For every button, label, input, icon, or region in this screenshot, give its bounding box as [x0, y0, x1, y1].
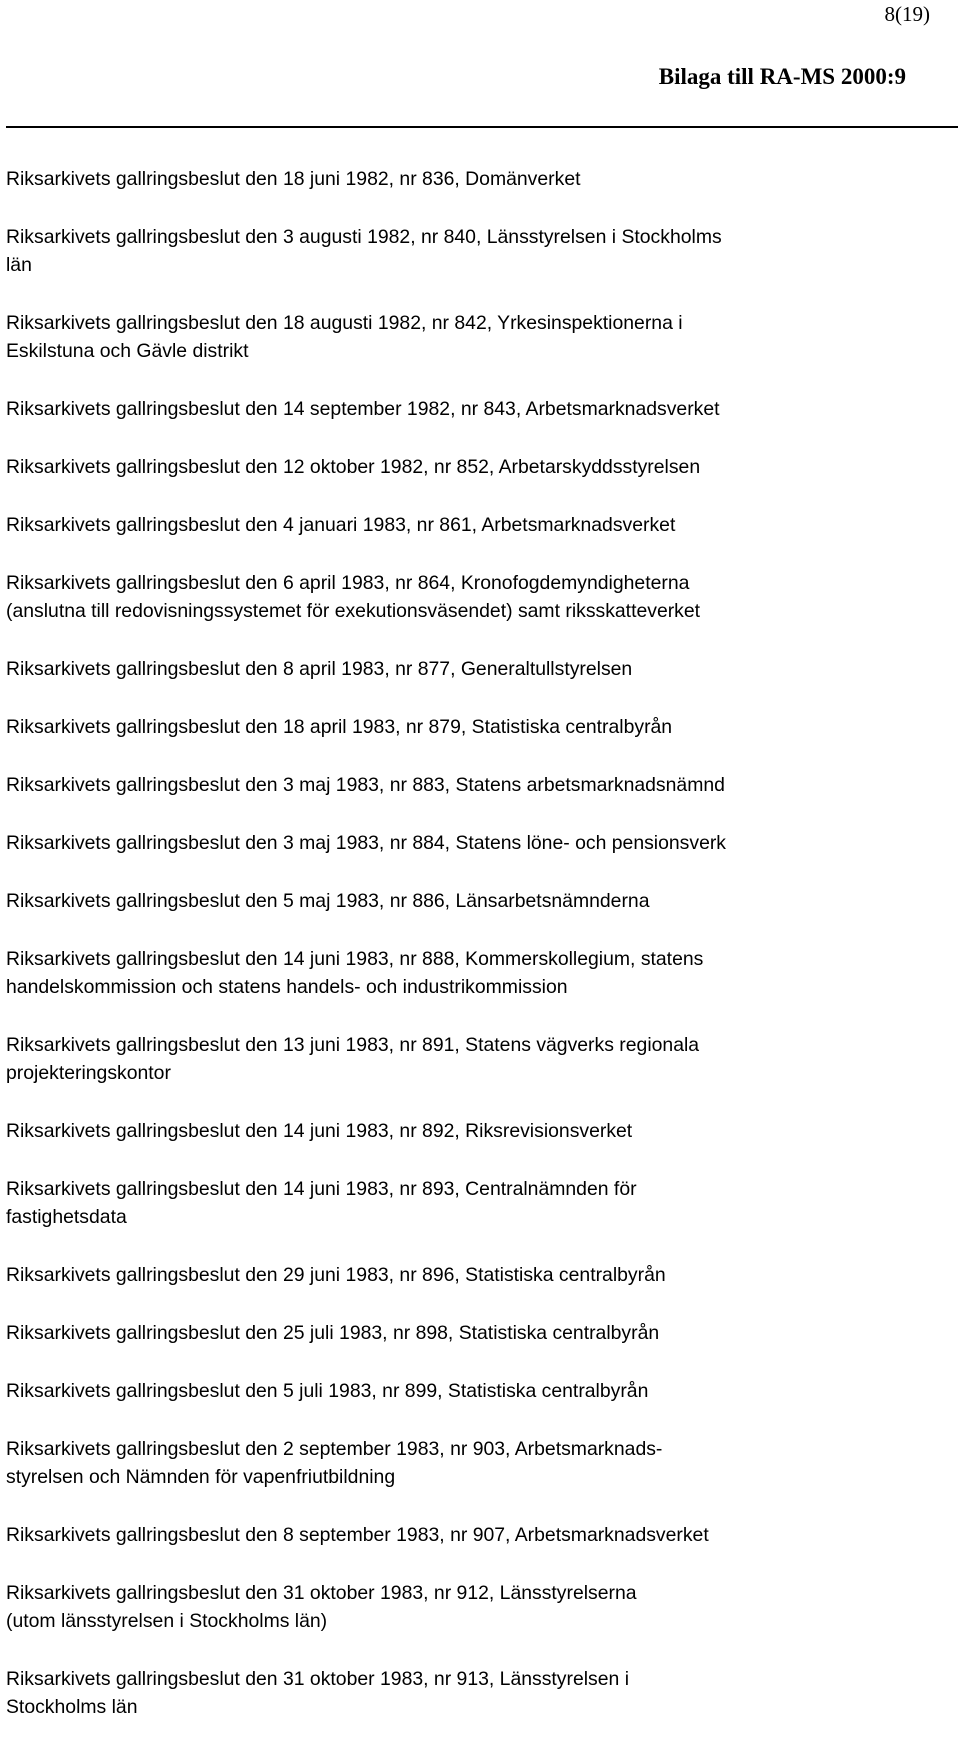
header-divider [6, 126, 958, 128]
decision-item: Riksarkivets gallringsbeslut den 29 juni 1983, nr 896, Statistiska centralbyrån [6, 1264, 666, 1286]
decision-item: Riksarkivets gallringsbeslut den 3 augusti 1982, nr 840, Länsstyrelsen i Stockholms län [6, 226, 722, 276]
decision-item: Riksarkivets gallringsbeslut den 2 september 1983, nr 903, Arbetsmarknads- styrelsen och Nämnden för vapenfriutbildning [6, 1438, 663, 1488]
decision-item: Riksarkivets gallringsbeslut den 31 oktober 1983, nr 912, Länsstyrelserna (utom länsstyrelsen i Stockholms län) [6, 1582, 637, 1632]
decision-item: Riksarkivets gallringsbeslut den 31 oktober 1983, nr 913, Länsstyrelsen i Stockholms län [6, 1668, 629, 1718]
page-number: 8(19) [884, 2, 930, 26]
decision-item: Riksarkivets gallringsbeslut den 3 maj 1983, nr 883, Statens arbetsmarknadsnämnd [6, 774, 725, 796]
decision-item: Riksarkivets gallringsbeslut den 18 augusti 1982, nr 842, Yrkesinspektionerna i Eskilstuna och Gävle distrikt [6, 312, 683, 362]
decision-item: Riksarkivets gallringsbeslut den 5 maj 1983, nr 886, Länsarbetsnämnderna [6, 890, 650, 912]
decision-item: Riksarkivets gallringsbeslut den 8 april 1983, nr 877, Generaltullstyrelsen [6, 658, 633, 680]
document-header-title: Bilaga till RA-MS 2000:9 [658, 64, 906, 89]
decision-item: Riksarkivets gallringsbeslut den 14 juni 1983, nr 888, Kommerskollegium, statens handelskommission och statens handels- och industrikommission [6, 948, 704, 998]
decision-item: Riksarkivets gallringsbeslut den 3 maj 1983, nr 884, Statens löne- och pensionsverk [6, 832, 727, 854]
decision-item: Riksarkivets gallringsbeslut den 14 september 1982, nr 843, Arbetsmarknadsverket [6, 398, 720, 420]
decision-item: Riksarkivets gallringsbeslut den 13 juni 1983, nr 891, Statens vägverks regionala projekteringskontor [6, 1034, 700, 1084]
decision-item: Riksarkivets gallringsbeslut den 14 juni 1983, nr 893, Centralnämnden för fastighetsdata [6, 1178, 637, 1228]
decision-item: Riksarkivets gallringsbeslut den 25 juli 1983, nr 898, Statistiska centralbyrån [6, 1322, 660, 1344]
decision-list [6, 165, 956, 1751]
decision-item: Riksarkivets gallringsbeslut den 14 juni 1983, nr 892, Riksrevisionsverket [6, 1120, 633, 1142]
decision-item: Riksarkivets gallringsbeslut den 18 juni 1982, nr 836, Domänverket [6, 168, 581, 190]
decision-item: Riksarkivets gallringsbeslut den 18 april 1983, nr 879, Statistiska centralbyrån [6, 716, 673, 738]
decision-item: Riksarkivets gallringsbeslut den 6 april 1983, nr 864, Kronofogdemyndigheterna (anslutna till redovisningssystemet för exekutionsväsendet) samt riksskatteverket [6, 572, 701, 622]
decision-item: Riksarkivets gallringsbeslut den 4 januari 1983, nr 861, Arbetsmarknadsverket [6, 514, 676, 536]
decision-item: Riksarkivets gallringsbeslut den 8 september 1983, nr 907, Arbetsmarknadsverket [6, 1524, 709, 1546]
decision-item: Riksarkivets gallringsbeslut den 5 juli 1983, nr 899, Statistiska centralbyrån [6, 1380, 649, 1402]
decision-item: Riksarkivets gallringsbeslut den 12 oktober 1982, nr 852, Arbetarskyddsstyrelsen [6, 456, 701, 478]
